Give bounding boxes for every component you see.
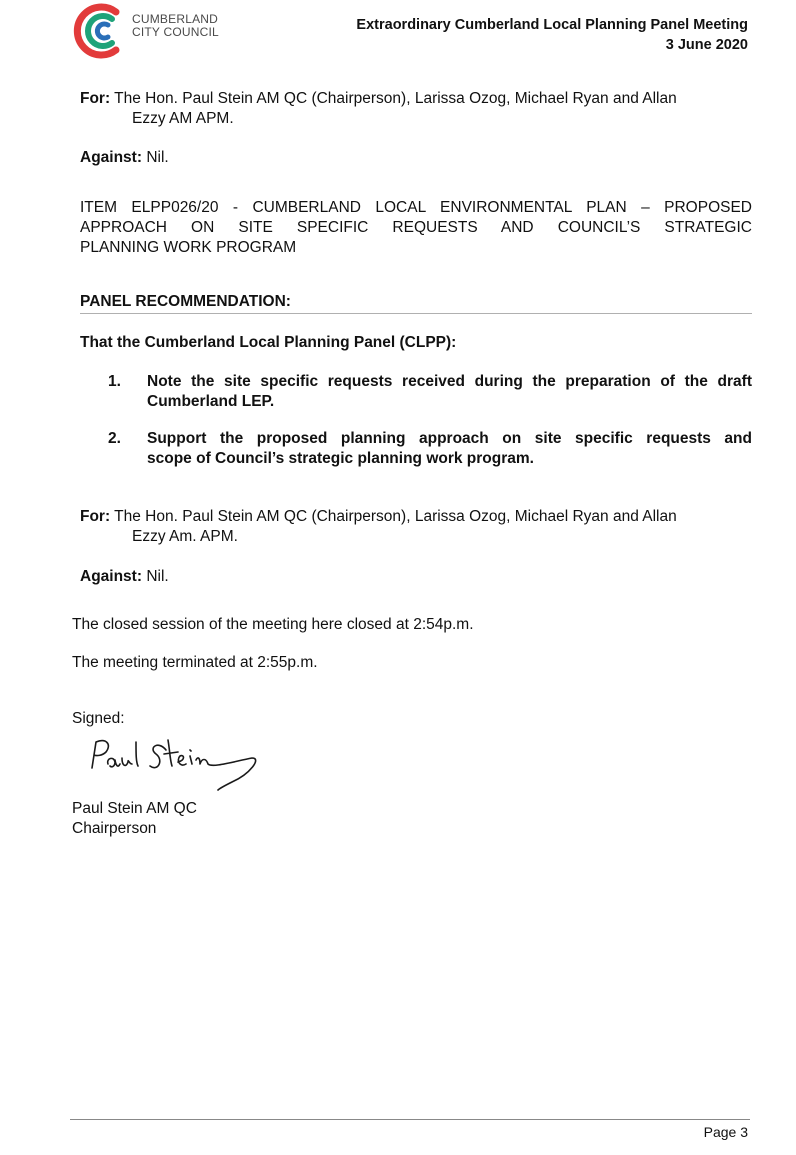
item-title-line1: ITEM ELPP026/20 - CUMBERLAND LOCAL ENVIRONMENTAL PLAN – PROPOSED — [80, 199, 752, 216]
recommendation-intro: That the Cumberland Local Planning Panel (CLPP): — [80, 334, 457, 351]
vote2-against-value: Nil. — [146, 568, 169, 585]
vote2-for — [80, 507, 752, 547]
vote1-for-line1: The Hon. Paul Stein AM QC (Chairperson), Larissa Ozog, Michael Ryan and Allan — [114, 90, 677, 107]
vote2-against — [80, 567, 752, 587]
logo-mark-icon — [72, 0, 132, 62]
logo-line-2: CITY COUNCIL — [132, 25, 219, 39]
point-1-number: 1. — [108, 373, 121, 390]
closed-session-text: The closed session of the meeting here closed at 2:54p.m. — [72, 616, 474, 633]
vote1-against — [80, 148, 752, 168]
page-number: Page 3 — [703, 1124, 748, 1140]
signature-image — [82, 728, 262, 798]
vote2-for-line1: The Hon. Paul Stein AM QC (Chairperson), Larissa Ozog, Michael Ryan and Allan — [114, 508, 677, 525]
recommendation-point-1 — [0, 372, 796, 412]
point-1-text — [147, 372, 752, 412]
point-1-line1: Note the site specific requests received during the preparation of the draft — [147, 373, 752, 390]
point-2-text — [147, 429, 752, 469]
vote1-against-value: Nil. — [146, 149, 169, 166]
point-2-number: 2. — [108, 430, 121, 447]
point-1-line2: Cumberland LEP. — [147, 393, 275, 410]
recommendation-heading: PANEL RECOMMENDATION: — [80, 293, 291, 310]
point-2-line2: scope of Council’s strategic planning work program. — [147, 450, 534, 467]
logo-line-1: CUMBERLAND — [132, 12, 219, 26]
signatory-name: Paul Stein AM QC — [72, 800, 197, 817]
signatory-role: Chairperson — [72, 820, 157, 837]
council-logo — [72, 0, 232, 62]
vote2-against-label: Against: — [80, 568, 142, 585]
vote1-for-label: For: — [80, 90, 111, 107]
footer-divider — [70, 1119, 750, 1120]
terminated-text: The meeting terminated at 2:55p.m. — [72, 654, 318, 671]
point-2-line1: Support the proposed planning approach on site specific requests and — [147, 430, 752, 447]
heading-divider — [80, 313, 752, 314]
item-title-line3: PLANNING WORK PROGRAM — [80, 239, 297, 256]
vote1-for — [80, 89, 752, 129]
vote1-against-label: Against: — [80, 149, 142, 166]
item-title-line2: APPROACH ON SITE SPECIFIC REQUESTS AND COUNCIL’S STRATEGIC — [80, 219, 752, 236]
meeting-header — [356, 15, 748, 55]
vote2-for-label: For: — [80, 508, 111, 525]
logo-text — [132, 13, 219, 39]
meeting-title: Extraordinary Cumberland Local Planning Panel Meeting — [356, 17, 748, 33]
item-title — [80, 198, 752, 258]
vote2-for-line2: Ezzy Am. APM. — [132, 528, 238, 545]
vote1-for-line2: Ezzy AM APM. — [132, 110, 234, 127]
recommendation-point-2 — [0, 429, 796, 469]
signed-label: Signed: — [72, 710, 125, 727]
meeting-date: 3 June 2020 — [665, 37, 748, 53]
